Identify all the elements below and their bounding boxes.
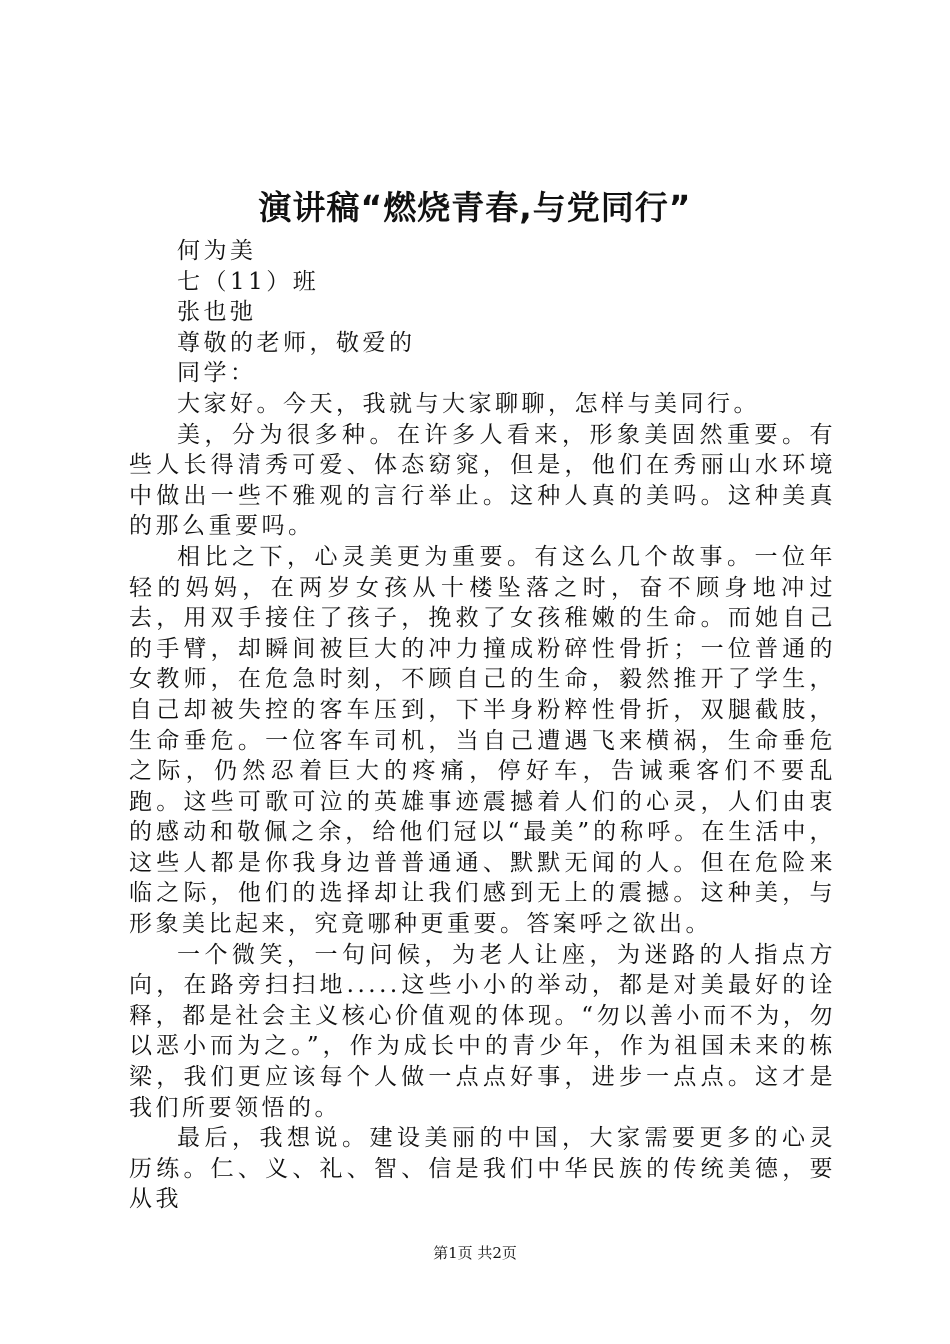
document-body [129, 236, 836, 1215]
document-title: 演讲稿“燃烧青春,与党同行” [258, 188, 692, 227]
paragraph-appearance: 美，分为很多种。在许多人看来，形象美固然重要。有些人长得清秀可爱、体态窈窕，但是，他们在秀丽山水环境中做出一些不雅观的言行举止。这种人真的美吗。这种美真的那么重要吗。 [129, 421, 836, 540]
header-line-author: 张也弛 [177, 299, 257, 326]
paragraph-inner-beauty: 相比之下，心灵美更为重要。有这么几个故事。一位年轻的妈妈，在两岁女孩从十楼坠落之时，奋不顾身地冲过去，用双手接住了孩子，挽救了女孩稚嫩的生命。而她自己的手臂，却瞬间被巨大的冲力撞成粉碎性骨折；一位普通的女教师，在危急时刻，不顾自己的生命，毅然推开了学生，自己却被失控的客车压到，下半身粉粹性骨折，双腿截肢，生命垂危。一位客车司机，当自己遭遇飞来横祸，生命垂危之际，仍然忍着巨大的疼痛，停好车，告诫乘客们不要乱跑。这些可歌可泣的英雄事迹震撼着人们的心灵，人们由衷的感动和敬佩之余，给他们冠以“最美”的称呼。在生活中，这些人都是你我身边普普通通、默默无闻的人。但在危险来临之际，他们的选择却让我们感到无上的震撼。这种美，与形象美比起来，究竟哪种更重要。答案呼之欲出。 [129, 543, 836, 938]
header-line-topic: 何为美 [177, 238, 257, 264]
paragraph-greeting: 大家好。今天，我就与大家聊聊，怎样与美同行。 [177, 390, 760, 417]
header-line-salutation-cont: 同学： [177, 360, 257, 387]
header-line-class: 七（11）班 [177, 268, 320, 295]
header-line-salutation: 尊敬的老师，敬爱的 [177, 329, 416, 356]
paragraph-conclusion: 最后，我想说。建设美丽的中国，大家需要更多的心灵历练。仁、义、礼、智、信是我们中华民族的传统美德，要从我 [129, 1125, 836, 1213]
page-footer: 第1页 共2页 [433, 1244, 517, 1262]
paragraph-small-deeds: 一个微笑，一句问候，为老人让座，为迷路的人指点方向，在路旁扫扫地.....这些小小的举动，都是对美最好的诠释，都是社会主义核心价值观的体现。“勿以善小而不为，勿以恶小而为之。”，作为成长中的青少年，作为祖国未来的栋梁，我们更应该每个人做一点点好事，进步一点点。这才是我们所要领悟的。 [129, 941, 836, 1121]
